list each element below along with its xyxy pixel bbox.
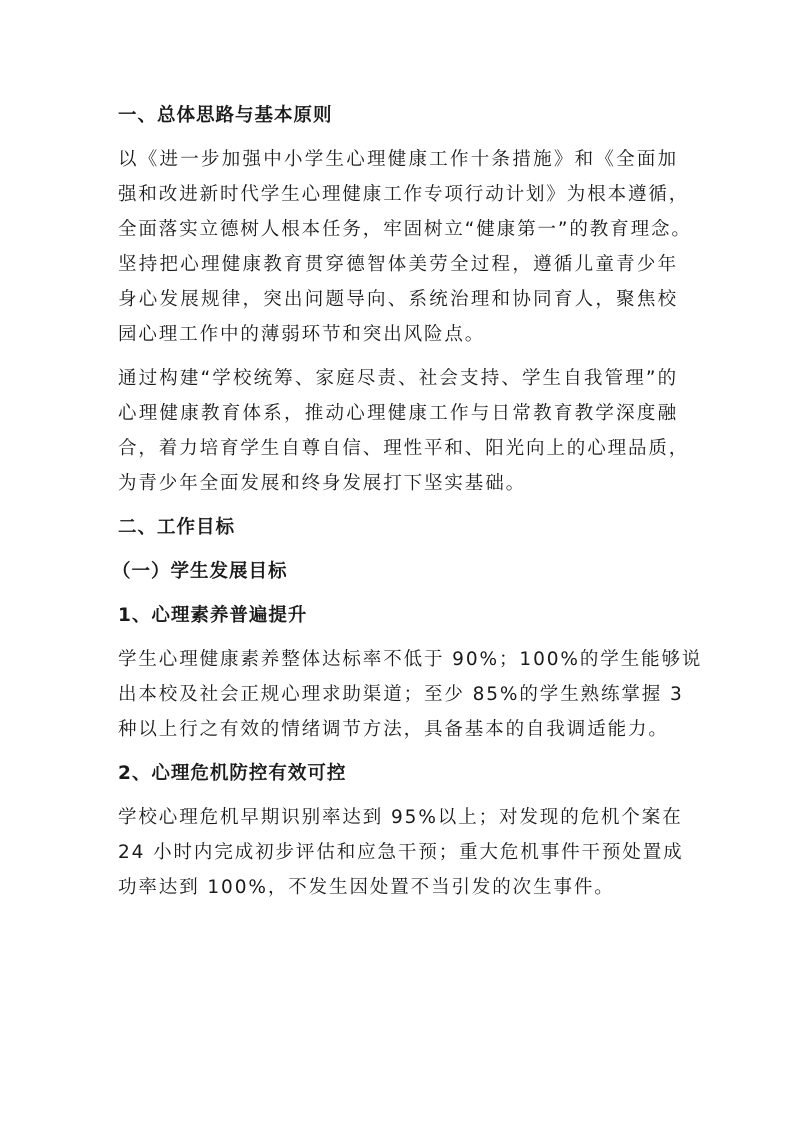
text-line: 功率达到 100%，不发生因处置不当引发的次生事件。: [118, 877, 615, 898]
paragraph-literacy: [118, 642, 703, 747]
text-line: 身心发展规律，突出问题导向、系统治理和协同育人，聚焦校: [118, 289, 678, 310]
text-line: 出本校及社会正规心理求助渠道；至少 85%的学生熟练掌握 3: [118, 684, 684, 705]
text-line: 学生心理健康素养整体达标率不低于 90%；100%的学生能够说: [118, 649, 703, 670]
document-page: [112, 98, 703, 914]
text-line: 全面落实立德树人根本任务，牢固树立“健康第一”的教育理念。: [118, 219, 692, 240]
text-line: 为青少年全面发展和终身发展打下坚实基础。: [118, 473, 527, 494]
text-line: 坚持把心理健康教育贯穿德智体美劳全过程，遵循儿童青少年: [118, 254, 678, 275]
paragraph-crisis-control: [118, 800, 684, 905]
text-line: 心理健康教育体系，推动心理健康工作与日常教育教学深度融: [118, 403, 678, 424]
subsection-heading-student-goals: （一）学生发展目标: [112, 561, 288, 582]
text-line: 学校心理危机早期识别率达到 95%以上；对发现的危机个案在: [118, 807, 683, 828]
text-line: 强和改进新时代学生心理健康工作专项行动计划》为根本遵循，: [118, 184, 690, 205]
text-line: 种以上行之有效的情绪调节方法，具备基本的自我调适能力。: [118, 719, 669, 740]
section-heading-work-goals: 二、工作目标: [118, 517, 236, 538]
text-line: 以《进一步加强中小学生心理健康工作十条措施》和《全面加: [118, 149, 678, 170]
text-line: 24 小时内完成初步评估和应急干预；重大危机事件干预处置成: [118, 842, 684, 863]
section-heading-overall-principles: 一、总体思路与基本原则: [118, 105, 333, 126]
paragraph-guiding-basis: [118, 142, 692, 352]
paragraph-education-system: [118, 361, 690, 501]
text-line: 园心理工作中的薄弱环节和突出风险点。: [118, 324, 486, 345]
item-heading-literacy: 1、心理素养普遍提升: [118, 605, 308, 626]
text-line: 合，着力培育学生自尊自信、理性平和、阳光向上的心理品质，: [118, 438, 690, 459]
text-line: 通过构建“学校统筹、家庭尽责、社会支持、学生自我管理”的: [118, 368, 678, 389]
item-heading-crisis-control: 2、心理危机防控有效可控: [118, 763, 347, 784]
